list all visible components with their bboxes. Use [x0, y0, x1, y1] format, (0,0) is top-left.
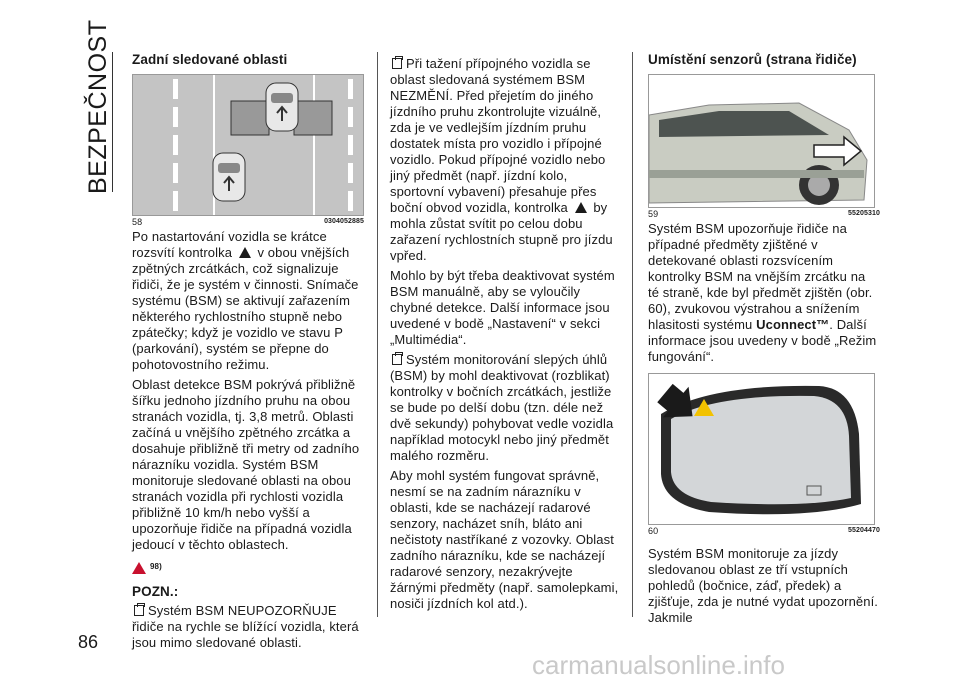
figure-caption: 59 55205310 [648, 209, 880, 219]
paragraph: Mohlo by být třeba deaktivovat systém BSM manuálně, aby se vyloučily chybné detekce. Další informace jsou uvedené v bodě „Nastavení“ v sekci „Multimédia“. [390, 268, 615, 347]
vehicle-sensor-location-photo [649, 75, 874, 207]
watermark: carmanualsonline.info [532, 650, 785, 680]
bsm-warning-icon [239, 247, 251, 258]
figure-60 [648, 373, 875, 525]
section-title: BEZPEČNOST [84, 19, 112, 194]
bsm-warning-icon [575, 202, 587, 213]
note-heading: POZN.: [132, 584, 179, 599]
mirror-bsm-indicator-photo [649, 374, 874, 524]
page-number: 86 [78, 632, 99, 652]
note-bullet-icon [392, 58, 402, 69]
paragraph: Po nastartování vozidla se krátce rozsvítí kontrolka v obou vnějších zpětných zrcátkách, což signalizuje řidiči, že je systém v činnosti. Snímače systému (BSM) se aktivují zařazením některého rychlostního stupně nebo zpátečky; když je vozidlo ve stavu P (parkování), systém se přepne do pohotovostního režimu. [132, 229, 359, 372]
note-bullet-icon [392, 354, 402, 365]
note-paragraph: Systém BSM NEUPOZORŇUJE řidiče na rychle se blížící vozidla, která jsou mimo sledované oblasti. [132, 603, 359, 650]
paragraph: Aby mohl systém fungovat správně, nesmí se na zadním nárazníku v oblasti, kde se nacházejí radarové senzory, nacházet sníh, bláto ani nečistoty nastříkané z vozovky. Oblast zadního nárazníku, kde se nacházejí radarové senzory, nezakrývejte žárnými předměty (např. samolepkami, nosiči jízdních kol atd.). [390, 468, 619, 611]
column-2 [390, 56, 622, 616]
note-bullet-icon [134, 605, 144, 616]
warning-triangle-icon [132, 562, 146, 574]
host-vehicle [266, 83, 298, 131]
figure-59 [648, 74, 875, 208]
section-divider [112, 52, 113, 192]
right-detection-zone [294, 101, 332, 135]
approaching-vehicle [213, 153, 245, 201]
section-heading: Umístění senzorů (strana řidiče) [648, 52, 857, 67]
paragraph: Systém BSM upozorňuje řidiče na případné předměty zjištěné v detekované oblasti rozsvícením kontrolky BSM na vnějším zrcátku na té straně, kde byl předmět zjištěn (obr. 60), zvukovou výstrahou a snížením hlasitosti systému Uconnect™. Další informace jsou uvedeny v bodě „Režim fungování“. [648, 221, 877, 364]
bsm-zones-diagram [133, 75, 363, 215]
warning-reference: 98) [132, 559, 364, 576]
column-3 [648, 52, 880, 630]
paragraph: Systém BSM monitoruje za jízdy sledovanou oblast ze tří vstupních pohledů (bočnice, záď, předek) a zjišťuje, zda je nutné vydat upozornění. Jakmile [648, 546, 879, 625]
figure-caption: 58 0304052885 [132, 217, 364, 227]
column-divider [377, 52, 378, 617]
paragraph: Systém monitorování slepých úhlů (BSM) by mohl deaktivovat (rozblikat) kontrolky v bočních zrcátkách, jestliže se bude po delší dobu (tzn. déle než dvě sekundy) pohybovat vedle vozidla například motocykl nebo jiný předmět malého rozměru. [390, 352, 614, 463]
figure-58 [132, 74, 364, 216]
left-detection-zone [231, 101, 269, 135]
paragraph: Při tažení přípojného vozidla se oblast sledovaná systémem BSM NEZMĚNÍ. Před přejetím do jiného jízdního pruhu zkontrolujte vizuálně, zda je ve vedlejším jízdním pruhu dostatek místa pro vozidlo i přípojné vozidlo. Pokud přípojné vozidlo nebo jiný předmět (např. jízdní kolo, sportovní vybavení) přesahuje přes boční obvod vozidla, kontrolka by mohla zůstat svítit po celou dobu zařazení rychlostních stupně pro jízdu vpřed. [390, 56, 613, 263]
section-heading: Zadní sledované oblasti [132, 52, 288, 67]
column-divider [632, 52, 633, 617]
figure-caption: 60 55204470 [648, 526, 880, 536]
column-1 [132, 52, 364, 655]
paragraph: Oblast detekce BSM pokrývá přibližně šířku jednoho jízdního pruhu na obou stranách vozidla, tj. 3,8 metrů. Oblasti začíná u vnějšího zpětného zrcátka a dosahuje přibližně tři metry od zadního nárazníku vozidla. Systém BSM monitoruje sledované oblasti na obou stranách vozidla při rychlosti vozidla přibližně 10 km/h nebo vyšší a upozorňuje řidiče na případná vozidla jedoucí v těchto oblastech. [132, 377, 360, 552]
